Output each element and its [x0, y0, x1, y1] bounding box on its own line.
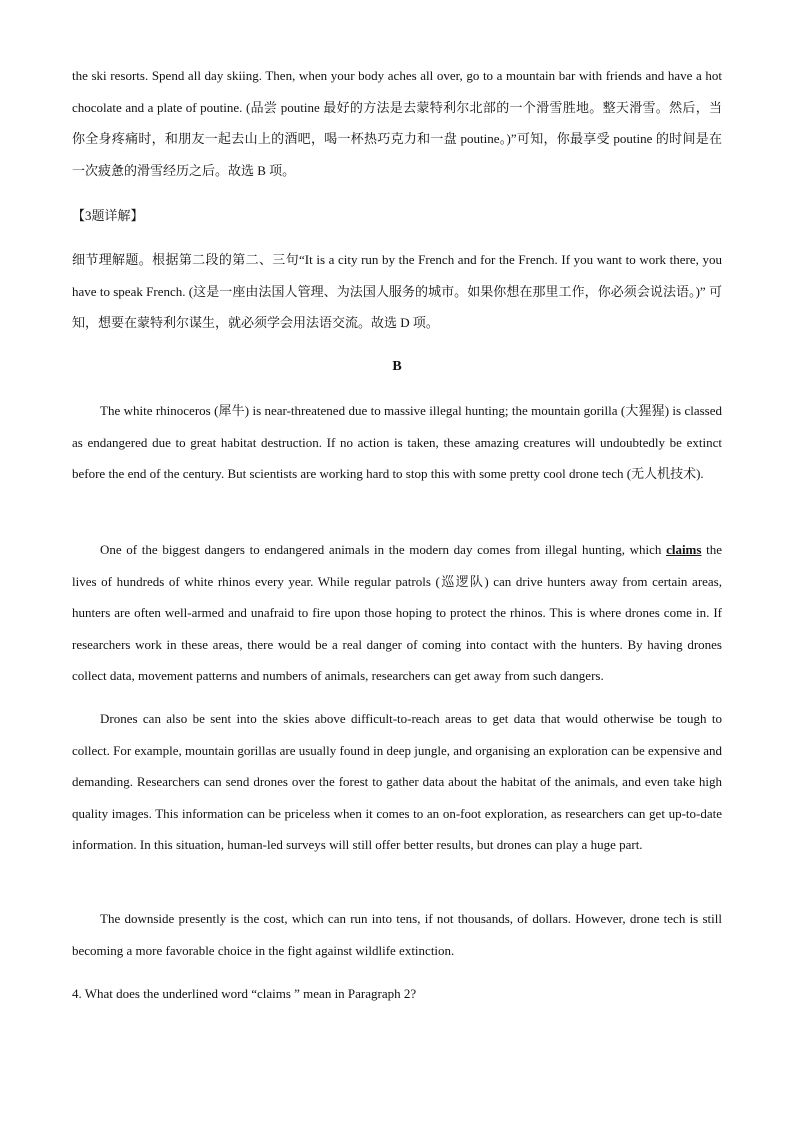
underlined-word-claims: claims [666, 542, 702, 557]
question-4: 4. What does the underlined word “claims ” mean in Paragraph 2? [72, 986, 417, 1001]
article-paragraph-2 [72, 534, 722, 692]
article-paragraph-3: Drones can also be sent into the skies above difficult-to-reach areas to get data that would otherwise be tough to collect. For example, mountain gorillas are usually found in deep jungle, and organising an exploration can be expensive and demanding. Researchers can send drones over the forest to gather data about the habitat of the animals, and even take high quality images. This information can be priceless when it comes to an on-foot exploration, as researchers can get up-to-date information. In this situation, human-led surveys will still offer better results, but drones can play a huge part. [72, 711, 722, 852]
q3-heading: 【3题详解】 [72, 208, 144, 223]
paragraph-2-after: the lives of hundreds of white rhinos every year. While regular patrols (巡逻队) can drive hunters away from certain areas, hunters are often well-armed and unafraid to fire upon those hoping to protect the rhinos. This is where drones come in. If researchers work in these areas, there would be a real danger of coming into contact with the hunters. By having drones collect data, movement patterns and numbers of animals, researchers can get away from such dangers. [72, 542, 722, 683]
paragraph-2-before: One of the biggest dangers to endangered animals in the modern day comes from illegal hunting, which [100, 542, 667, 557]
answer-2-continuation: the ski resorts. Spend all day skiing. Then, when your body aches all over, go to a mountain bar with friends and have a hot chocolate and a plate of poutine. (品尝 poutine 最好的方法是去蒙特利尔北部的一个滑雪胜地。整天滑雪。然后，当你全身疼痛时，和朋友一起去山上的酒吧，喝一杯热巧克力和一盘 poutine。)”可知，你最享受 poutine 的时间是在一次疲惫的滑雪经历之后。故选 B 项。 [72, 68, 722, 178]
q3-explanation: 细节理解题。根据第二段的第二、三句“It is a city run by the French and for the French. If you want to work there, you have to speak French. (这是一座由法国人管理、为法国人服务的城市。如果你想在那里工作，你必须会说法语。)” 可知，想要在蒙特利尔谋生，就必须学会用法语交流。故选 D 项。 [72, 252, 722, 330]
article-paragraph-4: The downside presently is the cost, which can run into tens, if not thousands, of dollars. However, drone tech is still becoming a more favorable choice in the fight against wildlife extinction. [72, 911, 722, 958]
article-paragraph-1: The white rhinoceros (犀牛) is near-threatened due to massive illegal hunting; the mountain gorilla (大猩猩) is classed as endangered due to great habitat destruction. If no action is taken, these amazing creatures will undoubtedly be extinct before the end of the century. But scientists are working hard to stop this with some pretty cool drone tech (无人机技术). [72, 403, 722, 481]
section-title: B [392, 359, 402, 374]
